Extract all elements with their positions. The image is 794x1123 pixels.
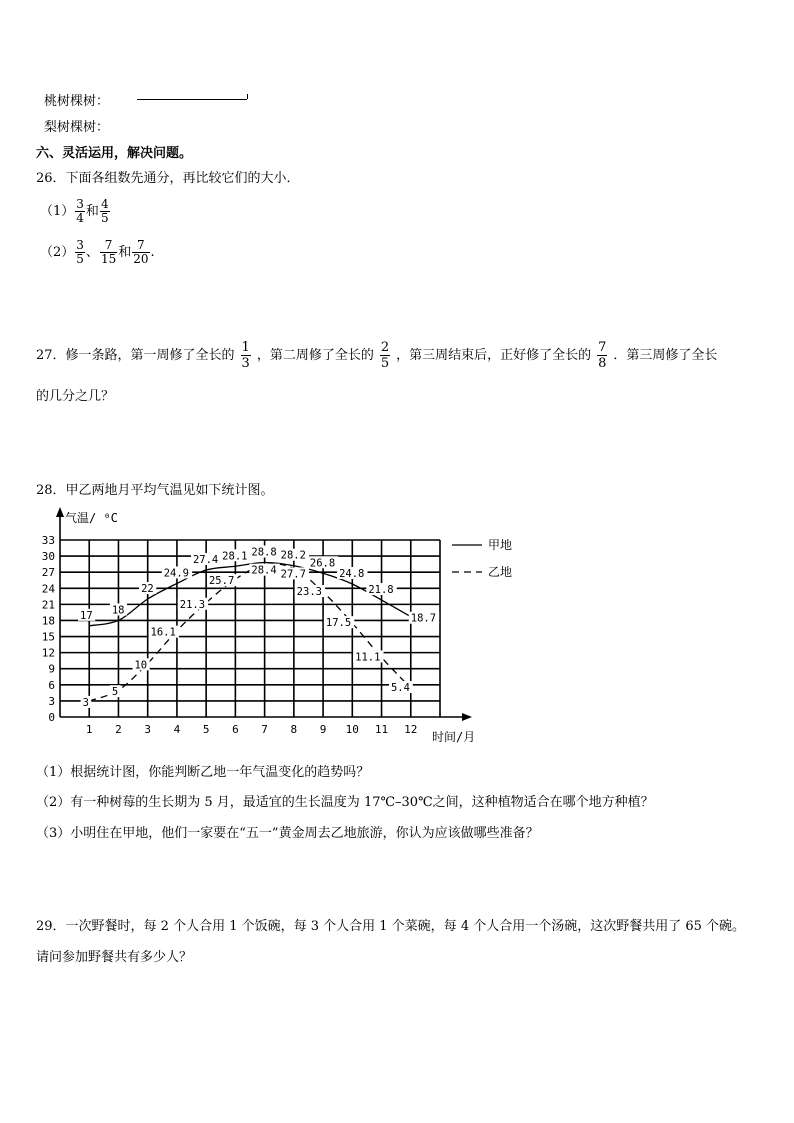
y-tick-label: 15 — [41, 630, 55, 644]
q28-sub3: （3）小明住在甲地，他们一家要在“五一”黄金周去乙地旅游，你认为应该做哪些准备？ — [36, 826, 539, 841]
q29-line2: 请问参加野餐共有多少人？ — [36, 950, 193, 965]
y-tick-label: 30 — [41, 550, 55, 564]
data-label: 11.1 — [355, 651, 381, 664]
fraction: $\frac{7}{8}$ — [598, 340, 607, 371]
data-label: 28.4 — [251, 564, 277, 577]
data-label: 5.4 — [390, 682, 410, 695]
x-tick-label: 7 — [261, 723, 268, 736]
data-label: 24.9 — [163, 567, 190, 580]
q28-sub2: （2）有一种树莓的生长期为 5 月，最适宜的生长温度为 17℃–30℃之间，这种植物适合在哪个地方种植？ — [36, 795, 654, 810]
data-label: 17.5 — [325, 617, 352, 630]
q26-stem: 26．下面各组数先通分，再比较它们的大小． — [36, 171, 300, 186]
q27-line2: 的几分之几？ — [36, 389, 115, 404]
temperature-line-chart — [36, 505, 536, 750]
x-tick-label: 1 — [85, 723, 93, 736]
x-tick-label: 5 — [202, 723, 210, 736]
y-tick-label: 21 — [41, 598, 55, 612]
x-axis-arrow — [462, 713, 472, 721]
part-label: （1） — [40, 204, 75, 219]
data-label: 21.8 — [368, 584, 394, 597]
y-tick-label: 9 — [48, 662, 55, 676]
peach-tree-line — [44, 90, 247, 109]
x-tick-label: 6 — [232, 723, 239, 736]
fraction: $\frac{3}{5}$ — [76, 238, 84, 266]
answer-blank — [137, 98, 247, 100]
x-tick-label: 9 — [319, 723, 327, 736]
data-label: 28.8 — [251, 546, 277, 559]
data-label: 26.8 — [309, 557, 336, 570]
section-heading: 六、灵活运用，解决问题。 — [36, 146, 193, 161]
pear-tree-label: 梨树棵树： — [44, 120, 110, 135]
y-axis-title: 气温/ ⁰C — [65, 511, 118, 525]
data-label: 27.4 — [192, 554, 219, 567]
fraction: $\frac{1}{3}$ — [241, 340, 250, 371]
x-tick-label: 11 — [374, 723, 389, 736]
separator: 、 — [85, 245, 99, 260]
q27-text: ．第三周修了全长 — [613, 348, 718, 363]
y-tick-label: 0 — [48, 711, 55, 724]
legend-label-yi: 乙地 — [488, 565, 513, 579]
data-label: 3 — [82, 696, 89, 709]
data-label: 5 — [111, 686, 119, 699]
data-label: 21.3 — [179, 598, 206, 611]
x-axis-title: 时间/月 — [432, 730, 476, 744]
q26-part2 — [40, 239, 155, 266]
q27-text: 27．修一条路，第一周修了全长的 — [36, 348, 235, 363]
data-label: 16.1 — [150, 626, 176, 639]
data-label: 28.1 — [222, 550, 248, 563]
q27-line1 — [36, 340, 717, 371]
y-tick-label: 24 — [41, 582, 55, 596]
q27-text: ，第二周修了全长的 — [256, 348, 374, 363]
data-label: 27.7 — [280, 568, 306, 581]
q28-stem: 28．甲乙两地月平均气温见如下统计图。 — [36, 483, 274, 498]
data-label: 18.7 — [410, 612, 437, 625]
part-label: （2） — [40, 245, 75, 260]
fraction: $\frac{7}{20}$ — [133, 238, 149, 266]
x-tick-label: 2 — [115, 723, 122, 736]
data-label: 10 — [134, 659, 148, 672]
y-tick-label: 6 — [48, 678, 55, 692]
data-label: 25.7 — [208, 575, 235, 588]
x-tick-label: 12 — [404, 723, 418, 736]
series-line-yi — [89, 564, 411, 701]
peach-tree-label: 桃树棵树： — [44, 94, 110, 109]
x-tick-label: 3 — [144, 723, 152, 736]
fraction: $\frac{4}{5}$ — [100, 197, 109, 225]
q27-text: ，第三周结束后，正好修了全长的 — [396, 348, 592, 363]
q29-line1: 29．一次野餐时，每 2 个人合用 1 个饭碗，每 3 个人合用 1 个菜碗，每 4 个人合用一个汤碗，这次野餐共用了 65 个碗。 — [36, 919, 746, 934]
y-tick-label: 27 — [41, 566, 55, 580]
fraction: $\frac{7}{15}$ — [100, 238, 117, 266]
y-tick-label: 18 — [41, 614, 55, 628]
period: . — [150, 245, 155, 260]
y-axis-arrow — [56, 507, 64, 517]
x-tick-label: 4 — [173, 723, 181, 736]
fraction: $\frac{3}{4}$ — [76, 197, 84, 225]
y-tick-label: 12 — [41, 646, 55, 660]
x-tick-label: 10 — [345, 723, 359, 736]
data-label: 23.3 — [296, 586, 322, 599]
q26-part1 — [40, 198, 111, 225]
fraction: $\frac{2}{5}$ — [380, 340, 390, 371]
connector: 和 — [85, 204, 99, 219]
connector: 和 — [118, 245, 132, 260]
data-label: 24.8 — [339, 567, 365, 580]
data-label: 18 — [111, 604, 125, 617]
data-label: 22 — [141, 583, 154, 595]
data-label: 28.2 — [280, 549, 306, 562]
data-label: 17 — [80, 609, 93, 622]
y-tick-label: 3 — [48, 694, 55, 708]
q28-sub1: （1）根据统计图，你能判断乙地一年气温变化的趋势吗？ — [36, 765, 370, 780]
y-tick-label: 33 — [41, 534, 55, 547]
x-tick-label: 8 — [290, 723, 298, 736]
legend-label-jia: 甲地 — [488, 538, 513, 552]
